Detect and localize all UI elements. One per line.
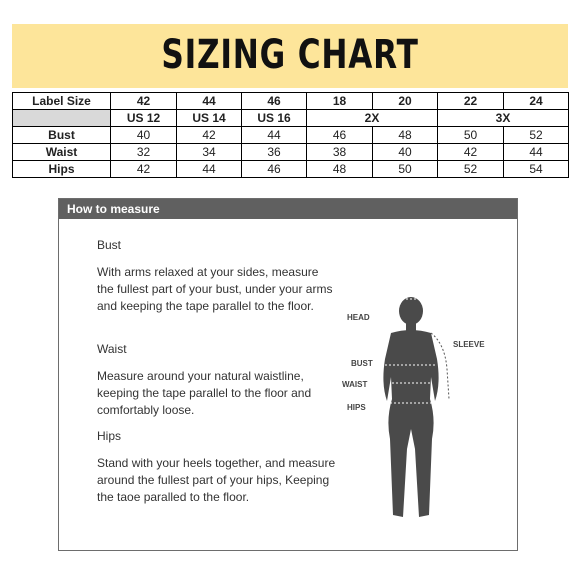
table-cell: 52 xyxy=(504,127,569,144)
us-size-cell: US 12 xyxy=(111,110,177,127)
hips-heading: Hips xyxy=(97,429,122,443)
us-size-cell: US 16 xyxy=(242,110,307,127)
label-size-cell: 18 xyxy=(307,93,373,110)
table-row xyxy=(13,93,569,110)
label-size-cell: 22 xyxy=(438,93,504,110)
table-row xyxy=(13,161,569,178)
panel-title: How to measure xyxy=(59,199,517,219)
table-row xyxy=(13,110,569,127)
table-cell: 42 xyxy=(438,144,504,161)
table-cell: 54 xyxy=(504,161,569,178)
size-table xyxy=(12,92,569,178)
us-size-cell: US 14 xyxy=(177,110,242,127)
table-cell: 46 xyxy=(242,161,307,178)
empty-gray-cell xyxy=(13,110,111,127)
bust-instructions: With arms relaxed at your sides, measure the fullest part of your bust, under your arms and keeping the tape parallel to the floor. xyxy=(97,265,333,313)
table-cell: 46 xyxy=(307,127,373,144)
sleeve-label: SLEEVE xyxy=(453,340,485,349)
table-cell: 44 xyxy=(177,161,242,178)
table-cell: 40 xyxy=(111,127,177,144)
table-row xyxy=(13,127,569,144)
table-cell: 52 xyxy=(438,161,504,178)
label-size-cell: 42 xyxy=(111,93,177,110)
table-cell: 32 xyxy=(111,144,177,161)
label-size-cell: 20 xyxy=(373,93,438,110)
bust-label: BUST xyxy=(351,359,373,368)
hips-instructions: Stand with your heels together, and measure around the fullest part of your hips, Keeping the taoe paralled to the floor. xyxy=(97,456,336,504)
label-size-cell: 24 xyxy=(504,93,569,110)
table-cell: 44 xyxy=(242,127,307,144)
woman-silhouette-icon xyxy=(383,297,438,517)
plus-group-cell: 2X xyxy=(307,110,438,127)
title-banner xyxy=(12,24,568,88)
table-cell: 36 xyxy=(242,144,307,161)
table-cell: 38 xyxy=(307,144,373,161)
hips-label: HIPS xyxy=(347,403,366,412)
bust-heading: Bust xyxy=(97,238,122,252)
page-title: SIZING CHART xyxy=(161,32,419,78)
table-cell: 48 xyxy=(307,161,373,178)
table-cell: 40 xyxy=(373,144,438,161)
table-row xyxy=(13,144,569,161)
waist-heading: Waist xyxy=(97,342,127,356)
how-to-measure-panel xyxy=(58,198,518,551)
table-cell: 42 xyxy=(111,161,177,178)
row-label: Bust xyxy=(13,127,111,144)
waist-instructions: Measure around your natural waistline, keeping the tape parallel to the floor and comfortably loose. xyxy=(97,369,312,417)
table-cell: 48 xyxy=(373,127,438,144)
label-size-cell: 44 xyxy=(177,93,242,110)
row-header: Label Size xyxy=(13,93,111,110)
body-measurement-figure xyxy=(339,289,509,529)
row-label: Hips xyxy=(13,161,111,178)
waist-label: WAIST xyxy=(342,380,368,389)
head-label: HEAD xyxy=(347,313,370,322)
table-cell: 50 xyxy=(438,127,504,144)
table-cell: 44 xyxy=(504,144,569,161)
table-cell: 50 xyxy=(373,161,438,178)
label-size-cell: 46 xyxy=(242,93,307,110)
table-cell: 42 xyxy=(177,127,242,144)
plus-group-cell: 3X xyxy=(438,110,569,127)
row-label: Waist xyxy=(13,144,111,161)
table-cell: 34 xyxy=(177,144,242,161)
